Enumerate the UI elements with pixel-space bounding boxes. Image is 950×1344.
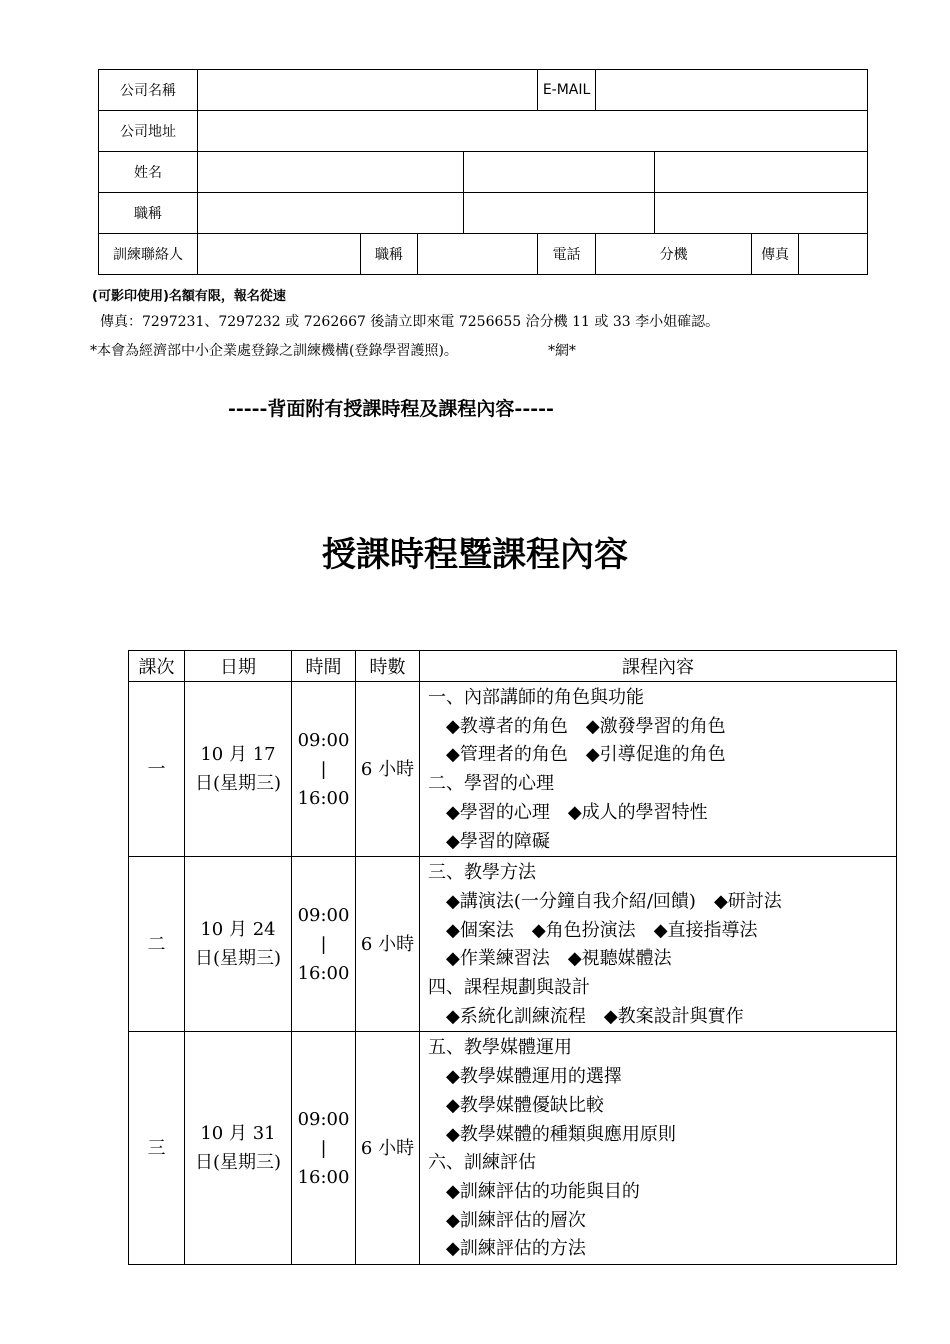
time-sep: | [320, 758, 327, 780]
time-end: 16:00 [297, 962, 350, 984]
content-cell [420, 857, 897, 1032]
content-item: ◆教導者的角色 [446, 715, 568, 737]
content-item: ◆引導促進的角色 [585, 744, 726, 766]
session-cell: 二 [129, 857, 185, 1032]
time-sep: | [320, 933, 327, 955]
date-cell: 10 月 31 日(星期三) [185, 1032, 292, 1265]
hours-cell: 6 小時 [356, 1032, 420, 1265]
hours-cell: 6 小時 [356, 857, 420, 1032]
content-item-line [428, 1235, 896, 1264]
job-title-field-2[interactable] [464, 193, 655, 234]
time-end: 16:00 [297, 787, 350, 809]
time-sep: | [320, 1137, 327, 1159]
time-end: 16:00 [297, 1166, 350, 1188]
content-item: ◆訓練評估的方法 [446, 1238, 586, 1260]
content-item: ◆管理者的角色 [446, 744, 568, 766]
net-mark: *網* [547, 343, 576, 359]
header-session: 課次 [129, 651, 185, 682]
table-row [129, 682, 897, 857]
company-address-label: 公司地址 [99, 111, 198, 152]
session-cell: 一 [129, 682, 185, 857]
session-cell: 三 [129, 1032, 185, 1265]
back-page-notice: -----背面附有授課時程及課程內容----- [228, 398, 554, 420]
training-institution-note: *本會為經濟部中小企業處登錄之訓練機構(登錄學習護照)。 [90, 343, 458, 359]
table-row [129, 857, 897, 1032]
job-title-field-1[interactable] [198, 193, 464, 234]
content-item: ◆教學媒體運用的選擇 [446, 1066, 622, 1088]
content-item-line [428, 713, 896, 742]
content-item-line [428, 1207, 896, 1236]
content-item-line [428, 1092, 896, 1121]
header-time: 時間 [292, 651, 356, 682]
content-item: ◆系統化訓練流程 [446, 1005, 586, 1027]
page-title: 授課時程暨課程內容 [322, 535, 628, 575]
name-label: 姓名 [99, 152, 198, 193]
content-item: ◆研討法 [713, 890, 782, 912]
fax-label: 傳真 [752, 234, 799, 275]
content-item-line [428, 1063, 896, 1092]
content-item-line [428, 917, 896, 946]
time-start: 09:00 [297, 1108, 350, 1130]
content-item: ◆教學媒體優缺比較 [446, 1094, 604, 1116]
content-heading: 二、學習的心理 [428, 773, 554, 795]
content-item-line [428, 1178, 896, 1207]
company-address-field[interactable] [198, 111, 868, 152]
registration-form [98, 69, 868, 275]
phone-label: 電話 [538, 234, 596, 275]
time-cell [292, 682, 356, 857]
time-start: 09:00 [297, 904, 350, 926]
content-heading: 六、訓練評估 [428, 1152, 536, 1174]
content-item: ◆作業練習法 [446, 948, 550, 970]
content-item-line [428, 945, 896, 974]
content-item: ◆教學媒體的種類與應用原則 [446, 1123, 676, 1145]
name-field-1[interactable] [198, 152, 464, 193]
contact-title-label: 職稱 [361, 234, 418, 275]
content-item: ◆教案設計與實作 [603, 1005, 744, 1027]
content-item: ◆個案法 [446, 919, 514, 941]
time-cell [292, 857, 356, 1032]
content-item: ◆視聽媒體法 [567, 948, 672, 970]
email-label: E-MAIL [538, 70, 596, 111]
extension-label: 分機 [596, 234, 752, 275]
header-hours: 時數 [356, 651, 420, 682]
company-name-field[interactable] [198, 70, 538, 111]
content-item: ◆訓練評估的功能與目的 [446, 1180, 640, 1202]
date-cell: 10 月 17 日(星期三) [185, 682, 292, 857]
contact-person-label: 訓練聯絡人 [99, 234, 198, 275]
content-item: ◆學習的障礙 [446, 830, 550, 852]
content-item: ◆訓練評估的層次 [446, 1209, 586, 1231]
content-heading: 四、課程規劃與設計 [428, 977, 590, 999]
name-field-3[interactable] [655, 152, 868, 193]
time-cell [292, 1032, 356, 1265]
registration-note [90, 340, 576, 360]
content-item: ◆成人的學習特性 [567, 801, 708, 823]
content-item-line [428, 1121, 896, 1150]
time-start: 09:00 [297, 729, 350, 751]
content-item-line [428, 888, 896, 917]
limited-seats-note: (可影印使用)名額有限，報名從速 [92, 289, 286, 304]
table-row [129, 1032, 897, 1265]
content-item-line [428, 1003, 896, 1032]
header-date: 日期 [185, 651, 292, 682]
name-field-2[interactable] [464, 152, 655, 193]
content-heading: 一、內部講師的角色與功能 [428, 687, 644, 708]
content-item: ◆激發學習的角色 [585, 715, 726, 737]
content-heading: 五、教學媒體運用 [428, 1037, 572, 1059]
fax-field[interactable] [799, 234, 868, 275]
content-cell [420, 682, 897, 857]
content-item: ◆講演法(一分鐘自我介紹/回饋) [446, 890, 696, 912]
company-name-label: 公司名稱 [99, 70, 198, 111]
content-item: ◆學習的心理 [446, 801, 550, 823]
date-cell: 10 月 24 日(星期三) [185, 857, 292, 1032]
content-item: ◆直接指導法 [653, 919, 758, 941]
content-item-line [428, 741, 896, 770]
content-item-line [428, 799, 896, 828]
header-content: 課程內容 [420, 651, 897, 682]
schedule-table [128, 650, 897, 1265]
fax-instructions: 傳真：7297231、7297232 或 7262667 後請立即來電 7256655 洽分機 11 或 33 李小姐確認。 [100, 314, 720, 330]
contact-title-field[interactable] [418, 234, 538, 275]
hours-cell: 6 小時 [356, 682, 420, 857]
content-heading: 三、教學方法 [428, 862, 536, 884]
content-item: ◆角色扮演法 [531, 919, 636, 941]
content-cell [420, 1032, 897, 1265]
email-field[interactable] [596, 70, 868, 111]
schedule-header-row [129, 651, 897, 682]
contact-person-field[interactable] [198, 234, 361, 275]
job-title-field-3[interactable] [655, 193, 868, 234]
job-title-label: 職稱 [99, 193, 198, 234]
content-item-line [428, 828, 896, 857]
